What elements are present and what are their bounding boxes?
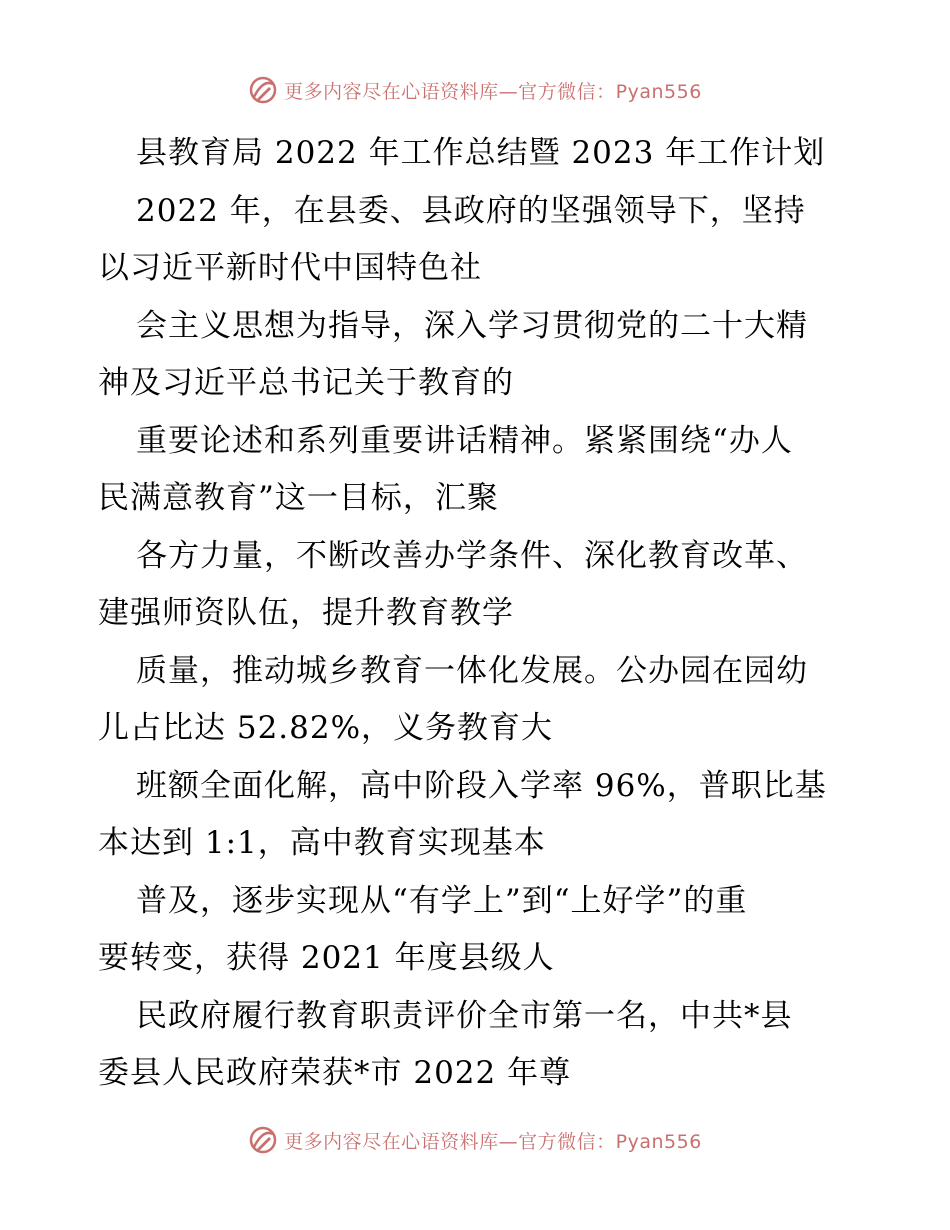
text-line: 建强师资队伍，提升教育教学 [98,595,514,631]
text-line: 民政府履行教育职责评价全市第一名，中共*县 [136,997,793,1034]
document-title: 县教育局 2022 年工作总结暨 2023 年工作计划 [136,135,826,171]
text-line: 会主义思想为指导，深入学习贯彻党的二十大精 [136,307,808,344]
watermark-text: 更多内容尽在心语资料库—官方微信：Pyan556 [284,80,702,103]
text-line: 质量，推动城乡教育一体化发展。公办园在园幼 [136,652,808,689]
text-line: 重要论述和系列重要讲话精神。紧紧围绕“办人 [136,422,793,459]
watermark-footer [0,1120,950,1160]
document-body [98,125,858,1103]
pen-logo-icon [248,75,278,105]
text-line: 班额全面化解，高中阶段入学率 96%，普职比基 [136,767,827,804]
text-line: 本达到 1:1，高中教育实现基本 [98,825,546,861]
watermark-text: 更多内容尽在心语资料库—官方微信：Pyan556 [284,1130,702,1153]
text-line: 民满意教育”这一目标，汇聚 [98,480,499,516]
text-line: 2022 年，在县委、县政府的坚强领导下，坚持 [136,192,806,229]
pen-logo-icon [248,1125,278,1155]
text-line: 普及，逐步实现从“有学上”到“上好学”的重 [136,882,748,919]
text-line: 各方力量，不断改善办学条件、深化教育改革、 [136,537,808,574]
text-line: 要转变，获得 2021 年度县级人 [98,940,555,976]
text-line: 神及习近平总书记关于教育的 [98,365,514,401]
text-line: 儿占比达 52.82%，义务教育大 [98,710,554,746]
text-line: 以习近平新时代中国特色社 [98,250,482,286]
text-line: 委县人民政府荣获*市 2022 年尊 [98,1055,572,1091]
watermark-header [0,70,950,110]
